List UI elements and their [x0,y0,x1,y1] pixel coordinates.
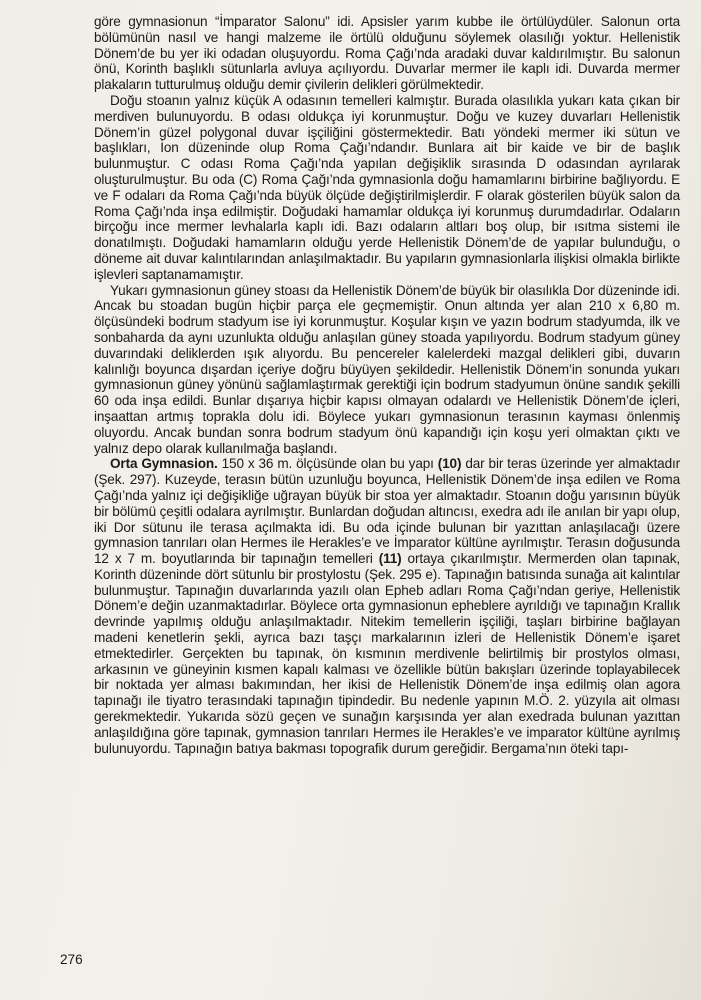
plan-reference-10: (10) [437,456,462,472]
paragraph-2: Doğu stoanın yalnız küçük A odasının temelleri kalmıştır. Burada olasılıkla yukarı kata çıkan bir merdiven bulunuyordu. B odası oldukça iyi korunmuştur. Doğu ve kuzey duvarları Hellenistik Dönem’in güzel polygonal duvar işçiliğini göstermektedir. Batı yöndeki mermer iki sütun ve başlıkları, İon düzeninde olup Roma Çağı’ndandır. Bunlara ait bir kaide ve bir de başlık bulunmuştur. C odası Roma Çağı’nda yapılan değişiklik sırasında D odasından ayrılarak oluşturulmuştur. Bu oda (C) Roma Çağı’nda gymnasionla doğu hamamlarını birbirine bağlıyordu. E ve F odaları da Roma Çağı’nda büyük ölçüde değiştirilmişlerdir. F olarak gösterilen büyük salon da Roma Çağı’nda inşa edilmiştir. Doğudaki hamamlar oldukça iyi korunmuş durumdadırlar. Odaların birçoğu ince mermer levhalarla kaplı idi. Bazı odaların altları boş olup, bir ısıtma sistemi ile donatılmıştı. Doğudaki hamamların olduğu yerde Hellenistik Dönem’de de yapılar bulunduğu, o döneme ait duvar kalıntılarından anlaşılmaktadır. Bu yapıların gymnasionlarla ilişkisi olmakla birlikte işlevleri saptanamamıştır. [94,92,680,282]
body-text [94,14,680,756]
plan-reference-11: (11) [378,551,402,567]
paragraph-4-text-b: dar bir teras üzerinde yer almaktadır (Şek. 297). Kuzeyde, terasın bütün uzunluğu boyunca, Hellenistik Dönem’de inşa edilen ve Roma Çağı’nda yalnız içi değişikliğe uğrayan büyük bir stoa yer almaktadır. Stoanın doğu yarısının büyük bir bölümü çeşitli odalara ayrılmıştır. Bunlardan doğudan altıncısı, exedra adı ile anılan bir yapı olup, iki Dor sütunu ile terasa açılmakta idi. Bu oda içinde bulunan bir yazıttan anlaşılacağı üzere gymnasion tanrıları olan Hermes ile Herakles’e ve İmparator kültüne ayrılmıştır. Terasın doğusunda 12 x 7 m. boyutlarında bir tapınağın temelleri [94,456,680,567]
paragraph-4-text-a: 150 x 36 m. ölçüsünde olan bu yapı [217,456,438,472]
paragraph-1: göre gymnasionun “İmparator Salonu” idi. Apsisler yarım kubbe ile örtülüydüler. Salonun orta bölümünün nasıl ve hangi malzeme ile örtülü olduğunu söylemek olasılığı yoktur. Hellenistik Dönem’de bu yer iki odadan oluşuyordu. Roma Çağı’nda aradaki duvar kaldırılmıştır. Bu salonun önü, Korinth başlıklı sütunlarla avluya açılıyordu. Duvarlar mermer ile kaplı idi. Duvarda mermer plakaların tutturulmuş olduğu demir çivilerin delikleri görülmektedir. [94,14,680,93]
paragraph-4-text-c: ortaya çıkarılmıştır. Mermerden olan tapınak, Korinth düzeninde dört sütunlu bir prostylostu (Şek. 295 e). Tapınağın batısında sunağa ait kalıntılar bulunmuştur. Tapınağın duvarlarında yazılı olan Epheb adları Roma Çağı’ndan geriye, Hellenistik Dönem’e değin uzanmaktadırlar. Böylece orta gymnasionun epheblere ayrıldığı ve tapınağın Krallık devrinde yapılmış olduğu anlaşılmaktadır. Nitekim temellerin işçiliği, taşları birbirine bağlayan madeni kenetlerin şekli, ayrıca bazı taşçı markalarının izleri de Hellenistik Dönem’e işaret etmektedirler. Gerçekten bu tapınak, ön kısmının merdivenle belirtilmiş bir prostylos olması, arkasının ve güneyinin kısmen kapalı kalması ve özellikle bütün bakışları üzerinde toplayabilecek bir noktada yer alması bakımından, her ikisi de Hellenistik Dönem’de inşa edilmiş olan agora tapınağı ile tiyatro terasındaki tapınağın tipindedir. Bu nedenle yapının M.Ö. 2. yüzyıla ait olması gerekmektedir. Yukarıda sözü geçen ve sunağın karşısında yer alan exedrada bulunan yazıttan anlaşıldığına göre tapınak, gymnasion tanrıları Hermes ile Herakles’e ve imparator kültüne ayrılmış bulunuyordu. Tapınağın batıya bakması topografik durum gereğidir. Bergama’nın öteki tapı- [94,551,680,756]
paragraph-3: Yukarı gymnasionun güney stoası da Hellenistik Dönem’de büyük bir olasılıkla Dor düzeninde idi. Ancak bu stoadan bugün hiçbir parça ele geçmemiştir. Onun altında yer alan 210 x 6,80 m. ölçüsündeki bodrum stadyum ise iyi korunmuştur. Koşular kışın ve yazın bodrum stadyumda, ilk ve sonbaharda da aynı uzunlukta olduğu anlaşılan güney stoada yapılıyordu. Bodrum stadyum güney duvarındaki deliklerden ışık alıyordu. Bu pencereler kalelerdeki mazgal delikleri gibi, duvarın kalınlığı boyunca dışardan içeriye doğru büyüyen şekildedir. Hellenistik Dönem’in sonunda yukarı gymnasionun güney yönünü sağlamlaştırmak gerektiği için bodrum stadyumun önüne sandık şekilli 60 oda inşa edildi. Bunlar dışarıya hiçbir kapısı olmayan odalardı ve Hellenistik Dönem’de içleri, inşaattan artmış toprakla dolu idi. Böylece yukarı gymnasionun terasının kayması önlenmiş oluyordu. Ancak bundan sonra bodrum stadyum önü kapandığı için koşu yeri olmaktan çıktı ve yalnız depo olarak kullanılmağa başlandı. [94,282,680,456]
page-number: 276 [60,952,83,967]
paragraph-4 [94,456,680,756]
section-title: Orta Gymnasion. [110,456,218,472]
